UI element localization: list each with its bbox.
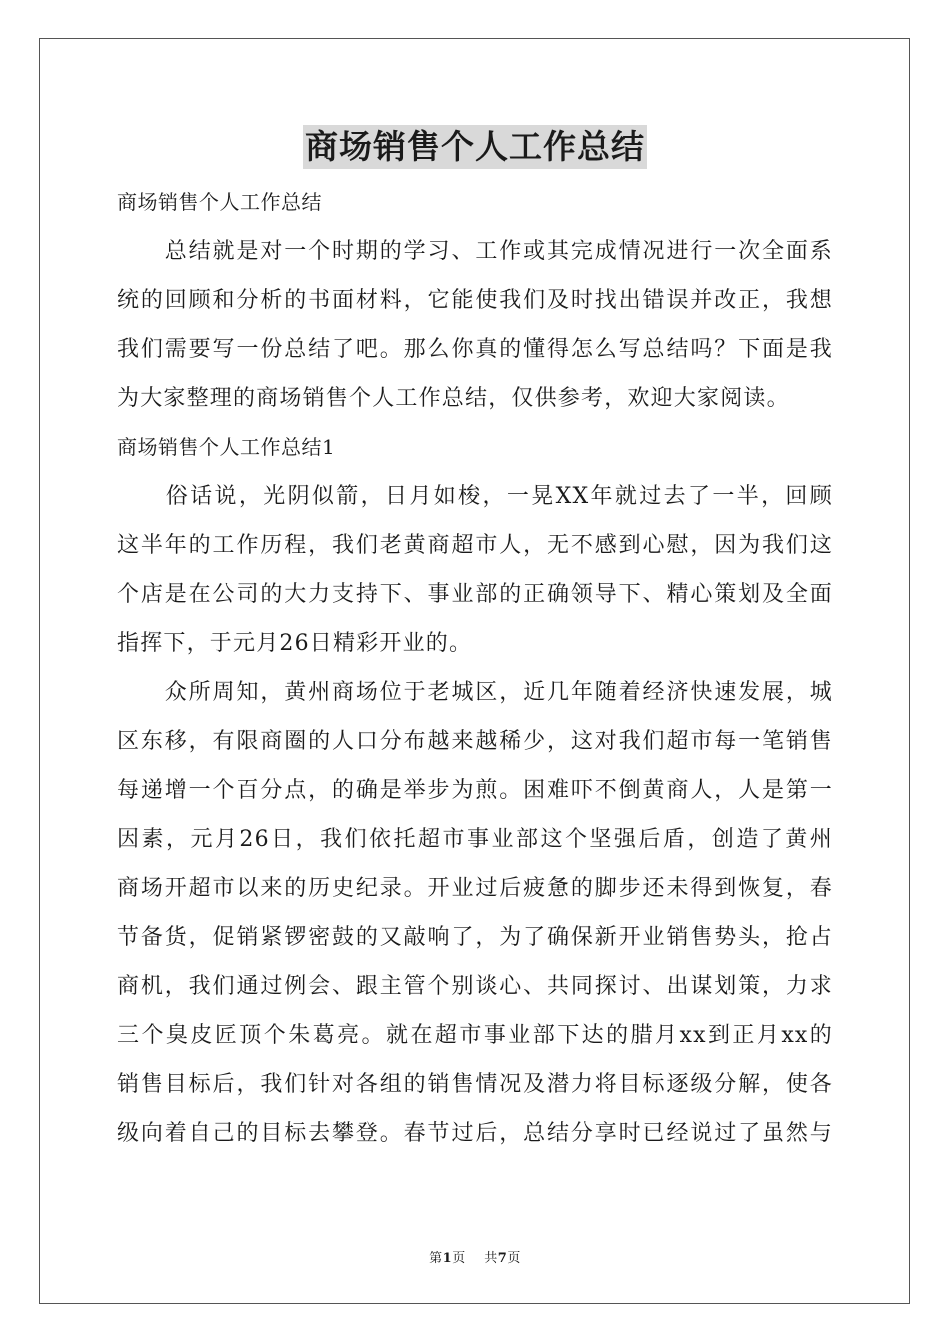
body-text-line: 指挥下，于元月26日精彩开业的。 — [117, 631, 473, 656]
page-number-prefix: 第 — [429, 1251, 443, 1266]
body-text-line: 因素，元月26日，我们依托超市事业部这个坚强后盾，创造了黄州 — [117, 827, 833, 852]
page-total: 7 — [497, 1251, 508, 1266]
body-text-line: 个店是在公司的大力支持下、事业部的正确领导下、精心策划及全面 — [117, 582, 833, 607]
body-text-line: 总结就是对一个时期的学习、工作或其完成情况进行一次全面系 — [117, 239, 833, 264]
document-body — [117, 178, 833, 1158]
document-title-wrapper — [0, 125, 950, 169]
section-heading-line: 商场销售个人工作总结 — [117, 190, 322, 214]
page-number-current: 1 — [442, 1251, 453, 1266]
page-footer — [0, 1247, 950, 1266]
body-text-line: 众所周知，黄州商场位于老城区，近几年随着经济快速发展，城 — [117, 680, 833, 705]
body-text-line: 三个臭皮匠顶个朱葛亮。就在超市事业部下达的腊月xx到正月xx的 — [117, 1023, 833, 1048]
body-text-line: 俗话说，光阴似箭，日月如梭，一晃XX年就过去了一半，回顾 — [117, 484, 833, 509]
body-text-line: 级向着自己的目标去攀登。春节过后，总结分享时已经说过了虽然与 — [117, 1121, 833, 1146]
body-text-line: 商机，我们通过例会、跟主管个别谈心、共同探讨、出谋划策，力求 — [117, 974, 833, 999]
document-title: 商场销售个人工作总结 — [303, 125, 647, 169]
body-text-line: 为大家整理的商场销售个人工作总结，仅供参考，欢迎大家阅读。 — [117, 386, 790, 411]
page-number-suffix: 页 — [452, 1251, 466, 1266]
body-text-line: 每递增一个百分点，的确是举步为煎。困难吓不倒黄商人，人是第一 — [117, 778, 833, 803]
body-text-line: 节备货，促销紧锣密鼓的又敲响了，为了确保新开业销售势头，抢占 — [117, 925, 833, 950]
body-text-line: 商场开超市以来的历史纪录。开业过后疲惫的脚步还未得到恢复，春 — [117, 876, 833, 901]
page-total-prefix: 共 — [484, 1251, 498, 1266]
body-text-line: 这半年的工作历程，我们老黄商超市人，无不感到心慰，因为我们这 — [117, 533, 833, 558]
body-text-line: 区东移，有限商圈的人口分布越来越稀少，这对我们超市每一笔销售 — [117, 729, 833, 754]
body-text-line: 销售目标后，我们针对各组的销售情况及潜力将目标逐级分解，使各 — [117, 1072, 833, 1097]
body-text-line: 统的回顾和分析的书面材料，它能使我们及时找出错误并改正，我想 — [117, 288, 833, 313]
page-total-suffix: 页 — [507, 1251, 521, 1266]
body-text-line: 我们需要写一份总结了吧。那么你真的懂得怎么写总结吗？下面是我 — [117, 337, 833, 362]
section-heading-line: 商场销售个人工作总结1 — [117, 435, 336, 459]
